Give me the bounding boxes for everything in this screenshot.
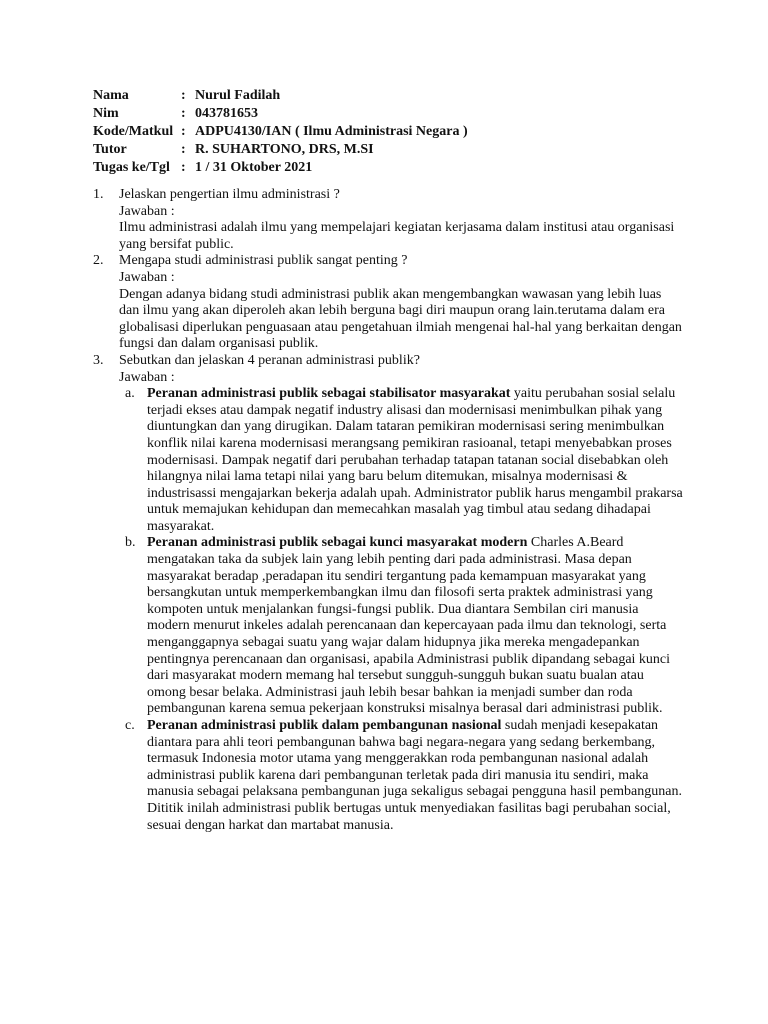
info-row-tugas	[93, 159, 468, 177]
item-letter: b.	[125, 535, 136, 551]
question-number: 2.	[93, 253, 104, 269]
info-value: ADPU4130/IAN ( Ilmu Administrasi Negara )	[195, 124, 468, 139]
answer-label: Jawaban :	[119, 203, 175, 219]
answer-label: Jawaban :	[119, 269, 175, 285]
info-label: Nim	[93, 106, 119, 121]
question-text: Sebutkan dan jelaskan 4 peranan administrasi publik?	[119, 352, 420, 368]
question-1	[93, 187, 683, 253]
item-text: Charles A.Beard mengatakan taka da subjek lain yang lebih penting dari pada administrasi. Masa depan masyarakat beradap ,peradapan itu sendiri tergantung pada kemampuan masyarakat yang bersangkutan untuk memperkembangkan ilmu dan filosofi serta praktek administrasi yang kompoten untuk menjalankan fungsi-fungsi publik. Dua diantara Sembilan ciri manusia modern menurut inkeles adalah perencanaan dan kepercayaan pada ilmu dan teknologi, serta menganggapnya sebagai suatu yang wajar dalam hidupnya jika mereka mengadepankan pentingnya perencanaan dan organisasi, apabila Administrasi publik dipandang sebagai kunci dari masyarakat modern memang hal tersebut sungguh-sungguh bukan suatu bualan atau omong besar belaka. Administrasi jauh lebih besar bahkan ia menjadi sumber dan roda pembangunan karena semua pekerjaan konstruksi misalnya berasal dari administrasi publik.	[147, 535, 671, 717]
info-row-tutor	[93, 141, 468, 159]
question-text: Jelaskan pengertian ilmu administrasi ?	[119, 187, 340, 202]
info-label: Tutor	[93, 142, 127, 157]
item-letter: c.	[125, 718, 135, 733]
info-value: Nurul Fadilah	[195, 88, 281, 103]
answer-text: Dengan adanya bidang studi administrasi publik akan mengembangkan wawasan yang lebih luas dan ilmu yang akan diperoleh akan lebih berguna bagi diri maupun orang lain.terutama dalam era globalisasi diperlukan penguasaan atau pengetahuan ilmiah mengenai hal-hal yang berkaitan dengan fungsi dan dalam organisasi publik.	[119, 286, 682, 352]
item-text: sudah menjadi kesepakatan diantara para ahli teori pembangunan bahwa bagi negara-negara yang sedang berkembang, termasuk Indonesia motor utama yang menggerakkan roda pembangunan nasional adalah administrasi publik karena dari pembangunan terletak pada diri manusia itu sendiri, maka manusia sebagai pelaksana pembangunan juga sekaligus sebagai pengguna hasil pembangunan. Dititik inilah administrasi publik bertugas untuk menyediakan fasilitas bagi perubahan social, sesuai dengan harkat dan martabat manusia.	[147, 718, 682, 833]
question-number: 1.	[93, 187, 104, 202]
info-label: Tugas ke/Tgl	[93, 160, 170, 175]
answer-item-a	[119, 386, 683, 535]
question-2	[93, 253, 683, 353]
student-info-header	[93, 87, 468, 177]
info-value: R. SUHARTONO, DRS, M.SI	[195, 142, 374, 157]
answer-item-b	[119, 535, 683, 718]
question-3	[93, 353, 683, 834]
item-letter: a.	[125, 386, 135, 402]
question-text: Mengapa studi administrasi publik sangat penting ?	[119, 253, 408, 269]
item-title: Peranan administrasi publik sebagai kunci masyarakat modern	[147, 535, 528, 551]
info-row-nim	[93, 105, 468, 123]
info-row-nama	[93, 87, 468, 105]
item-paragraph	[147, 386, 683, 535]
info-separator: :	[181, 124, 186, 139]
item-paragraph	[147, 535, 683, 718]
item-title: Peranan administrasi publik dalam pembangunan nasional	[147, 718, 502, 733]
info-row-kode-matkul	[93, 123, 468, 141]
info-label: Nama	[93, 88, 129, 103]
item-title: Peranan administrasi publik sebagai stabilisator masyarakat	[147, 386, 511, 402]
info-value: 1 / 31 Oktober 2021	[195, 160, 313, 175]
info-separator: :	[181, 106, 186, 121]
item-text: yaitu perubahan sosial selalu terjadi ekses atau dampak negatif industry alisasi dan modernisasi menimbulkan pihak yang diuntungkan dan yang dirugikan. Dalam tataran pemikiran modernisasi sering menimbulkan konflik nilai karena modernisasi merangsang pemikiran rasioanal, tetapi menyebabkan proses modernisasi. Dampak negatif dari perubahan terhadap tatapan tatanan social disebabkan oleh hilangnya nilai lama tetapi nilai yang baru belum ditemukan, misalnya modernisasi & industrisassi mengajarkan bekerja adalah upah. Administrator publik harus mengambil prakarsa untuk memajukan kehidupan dan memecahkan masalah yag timbul atau sedang dihadapai masyarakat.	[147, 386, 683, 534]
answer-text: Ilmu administrasi adalah ilmu yang mempelajari kegiatan kerjasama dalam institusi atau organisasi yang bersifat public.	[119, 220, 675, 252]
answer-item-c	[119, 718, 683, 834]
info-separator: :	[181, 160, 186, 175]
info-value: 043781653	[195, 106, 258, 121]
question-list	[93, 187, 683, 834]
info-label: Kode/Matkul	[93, 124, 174, 139]
answer-label: Jawaban :	[119, 369, 175, 385]
question-number: 3.	[93, 352, 104, 368]
info-separator: :	[181, 88, 186, 103]
item-paragraph	[147, 718, 683, 834]
info-separator: :	[181, 142, 186, 157]
